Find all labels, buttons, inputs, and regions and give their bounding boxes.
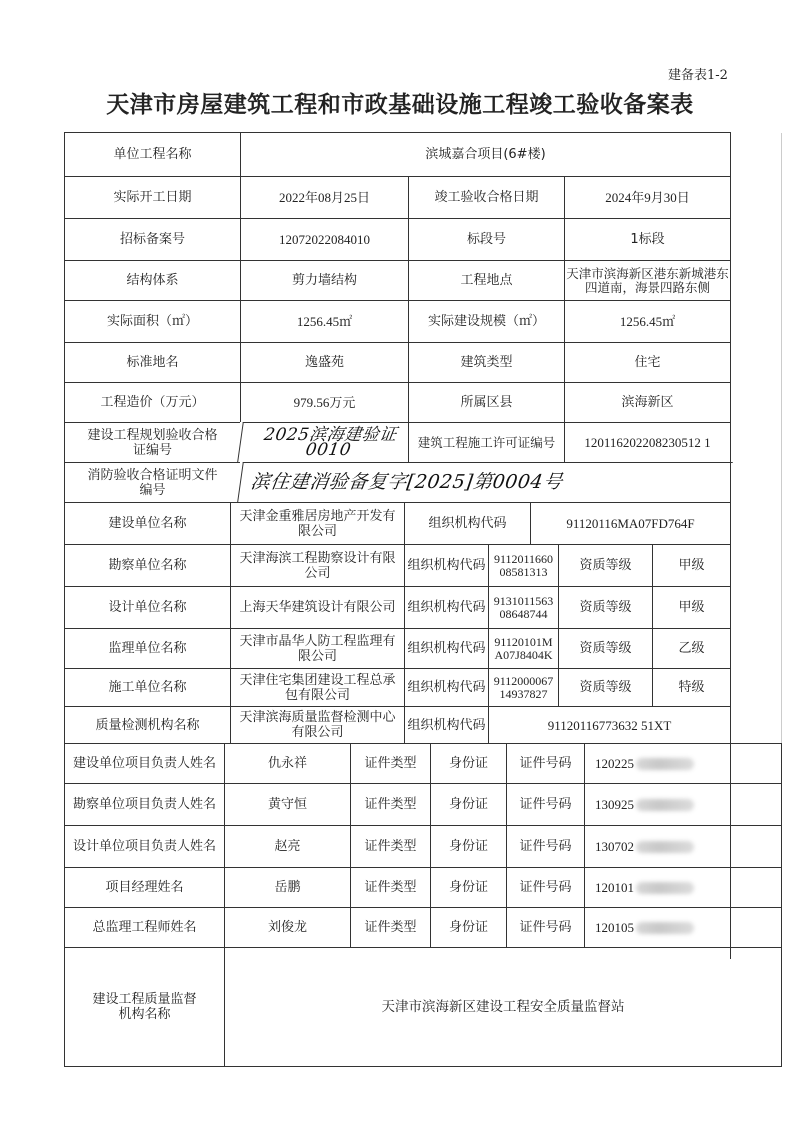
person-label: 建设单位项目负责人姓名	[64, 743, 224, 783]
unit-label: 设计单位名称	[64, 586, 230, 628]
form-code: 建备表1-2	[668, 68, 728, 83]
unit-name: 天津市晶华人防工程监理有限公司	[230, 628, 404, 668]
supervision-value: 天津市滨海新区建设工程安全质量监督站	[224, 947, 781, 1066]
start-date-value: 2022年08月25日	[240, 176, 408, 218]
id-type: 身份证	[430, 867, 506, 907]
supervision-label: 建设工程质量监督机构名称	[64, 947, 224, 1066]
redaction-blur	[636, 758, 694, 770]
person-name: 岳鹏	[224, 867, 350, 907]
unit-code: 913101156308648744	[488, 586, 558, 628]
unit-grade: 乙级	[652, 628, 730, 668]
person-label: 勘察单位项目负责人姓名	[64, 783, 224, 825]
tender-label: 招标备案号	[64, 218, 240, 260]
std-name-value: 逸盛苑	[240, 342, 408, 382]
project-name-label: 单位工程名称	[64, 132, 240, 176]
builder-code-value: 91120116MA07FD764F	[530, 502, 730, 544]
building-type-label: 建筑类型	[408, 342, 564, 382]
id-number: 120225	[584, 743, 781, 783]
id-number-label: 证件号码	[506, 783, 584, 825]
person-name: 刘俊龙	[224, 907, 350, 947]
id-number: 130925	[584, 783, 781, 825]
id-type-label: 证件类型	[350, 825, 430, 867]
area-value: 1256.45㎡	[240, 300, 408, 342]
person-name: 黄守恒	[224, 783, 350, 825]
fire-cert-label: 消防验收合格证明文件编号	[64, 462, 240, 502]
district-value: 滨海新区	[564, 382, 730, 422]
unit-label: 监理单位名称	[64, 628, 230, 668]
section-value: 1标段	[564, 218, 730, 260]
completion-date-value: 2024年9月30日	[564, 176, 730, 218]
person-label: 设计单位项目负责人姓名	[64, 825, 224, 867]
id-type-label: 证件类型	[350, 867, 430, 907]
builder-code-label: 组织机构代码	[404, 502, 530, 544]
person-name: 仇永祥	[224, 743, 350, 783]
completion-date-label: 竣工验收合格日期	[408, 176, 564, 218]
planning-cert-label: 建设工程规划验收合格证编号	[64, 422, 240, 462]
id-type: 身份证	[430, 743, 506, 783]
scan-edge-line	[781, 133, 782, 743]
cost-label: 工程造价（万元）	[64, 382, 240, 422]
unit-code-label: 组织机构代码	[404, 586, 488, 628]
id-number-label: 证件号码	[506, 825, 584, 867]
person-label: 项目经理姓名	[64, 867, 224, 907]
quality-label: 质量检测机构名称	[64, 706, 230, 743]
unit-code: 911201166008581313	[488, 544, 558, 586]
fire-cert-value: 滨住建消验备复字[2025]第0004号	[237, 462, 733, 502]
redaction-blur	[636, 799, 694, 811]
scale-value: 1256.45㎡	[564, 300, 730, 342]
redaction-blur	[636, 882, 694, 894]
id-type: 身份证	[430, 783, 506, 825]
tender-value: 12072022084010	[240, 218, 408, 260]
id-type-label: 证件类型	[350, 783, 430, 825]
district-label: 所属区县	[408, 382, 564, 422]
redaction-blur	[636, 922, 694, 934]
unit-code-label: 组织机构代码	[404, 668, 488, 706]
builder-label: 建设单位名称	[64, 502, 230, 544]
unit-grade: 甲级	[652, 544, 730, 586]
unit-code: 911200006714937827	[488, 668, 558, 706]
form-title: 天津市房屋建筑工程和市政基础设施工程竣工验收备案表	[106, 92, 694, 118]
unit-grade-label: 资质等级	[558, 668, 652, 706]
person-name: 赵亮	[224, 825, 350, 867]
unit-code: 91120101MA07J8404K	[488, 628, 558, 668]
unit-name: 上海天华建筑设计有限公司	[230, 586, 404, 628]
redaction-blur	[636, 841, 694, 853]
section-label: 标段号	[408, 218, 564, 260]
unit-label: 勘察单位名称	[64, 544, 230, 586]
quality-code: 91120116773632 51XT	[488, 706, 730, 743]
id-type: 身份证	[430, 907, 506, 947]
area-label: 实际面积（㎡）	[64, 300, 240, 342]
unit-grade-label: 资质等级	[558, 586, 652, 628]
table-border-right-lower	[781, 743, 782, 1067]
id-number-label: 证件号码	[506, 907, 584, 947]
id-number: 120105	[584, 907, 781, 947]
id-type-label: 证件类型	[350, 907, 430, 947]
unit-grade: 特级	[652, 668, 730, 706]
unit-grade-label: 资质等级	[558, 544, 652, 586]
id-number: 120101	[584, 867, 781, 907]
planning-cert-value: 2025滨海建验证0010	[237, 422, 411, 462]
project-name-value: 滨城嘉合项目(6#楼)	[240, 132, 730, 176]
location-value: 天津市滨海新区港东新城港东四道南，海景四路东侧	[564, 260, 730, 300]
unit-grade: 甲级	[652, 586, 730, 628]
cost-value: 979.56万元	[240, 382, 408, 422]
unit-grade-label: 资质等级	[558, 628, 652, 668]
person-label: 总监理工程师姓名	[64, 907, 224, 947]
scale-label: 实际建设规模（㎡）	[408, 300, 564, 342]
unit-code-label: 组织机构代码	[404, 628, 488, 668]
start-date-label: 实际开工日期	[64, 176, 240, 218]
quality-name: 天津滨海质量监督检测中心有限公司	[230, 706, 404, 743]
builder-name: 天津金重雅居房地产开发有限公司	[230, 502, 404, 544]
id-type: 身份证	[430, 825, 506, 867]
table-border-bottom	[64, 1066, 782, 1067]
permit-value: 120116202208230512 1	[564, 422, 730, 462]
location-label: 工程地点	[408, 260, 564, 300]
structure-value: 剪力墙结构	[240, 260, 408, 300]
building-type-value: 住宅	[564, 342, 730, 382]
id-number-label: 证件号码	[506, 743, 584, 783]
unit-label: 施工单位名称	[64, 668, 230, 706]
structure-label: 结构体系	[64, 260, 240, 300]
unit-name: 天津海滨工程勘察设计有限公司	[230, 544, 404, 586]
id-type-label: 证件类型	[350, 743, 430, 783]
id-number: 130702	[584, 825, 781, 867]
permit-label: 建筑工程施工许可证编号	[408, 422, 564, 462]
id-number-label: 证件号码	[506, 867, 584, 907]
unit-code-label: 组织机构代码	[404, 544, 488, 586]
quality-code-label: 组织机构代码	[404, 706, 488, 743]
unit-name: 天津住宅集团建设工程总承包有限公司	[230, 668, 404, 706]
std-name-label: 标准地名	[64, 342, 240, 382]
table-border-right	[730, 132, 731, 959]
